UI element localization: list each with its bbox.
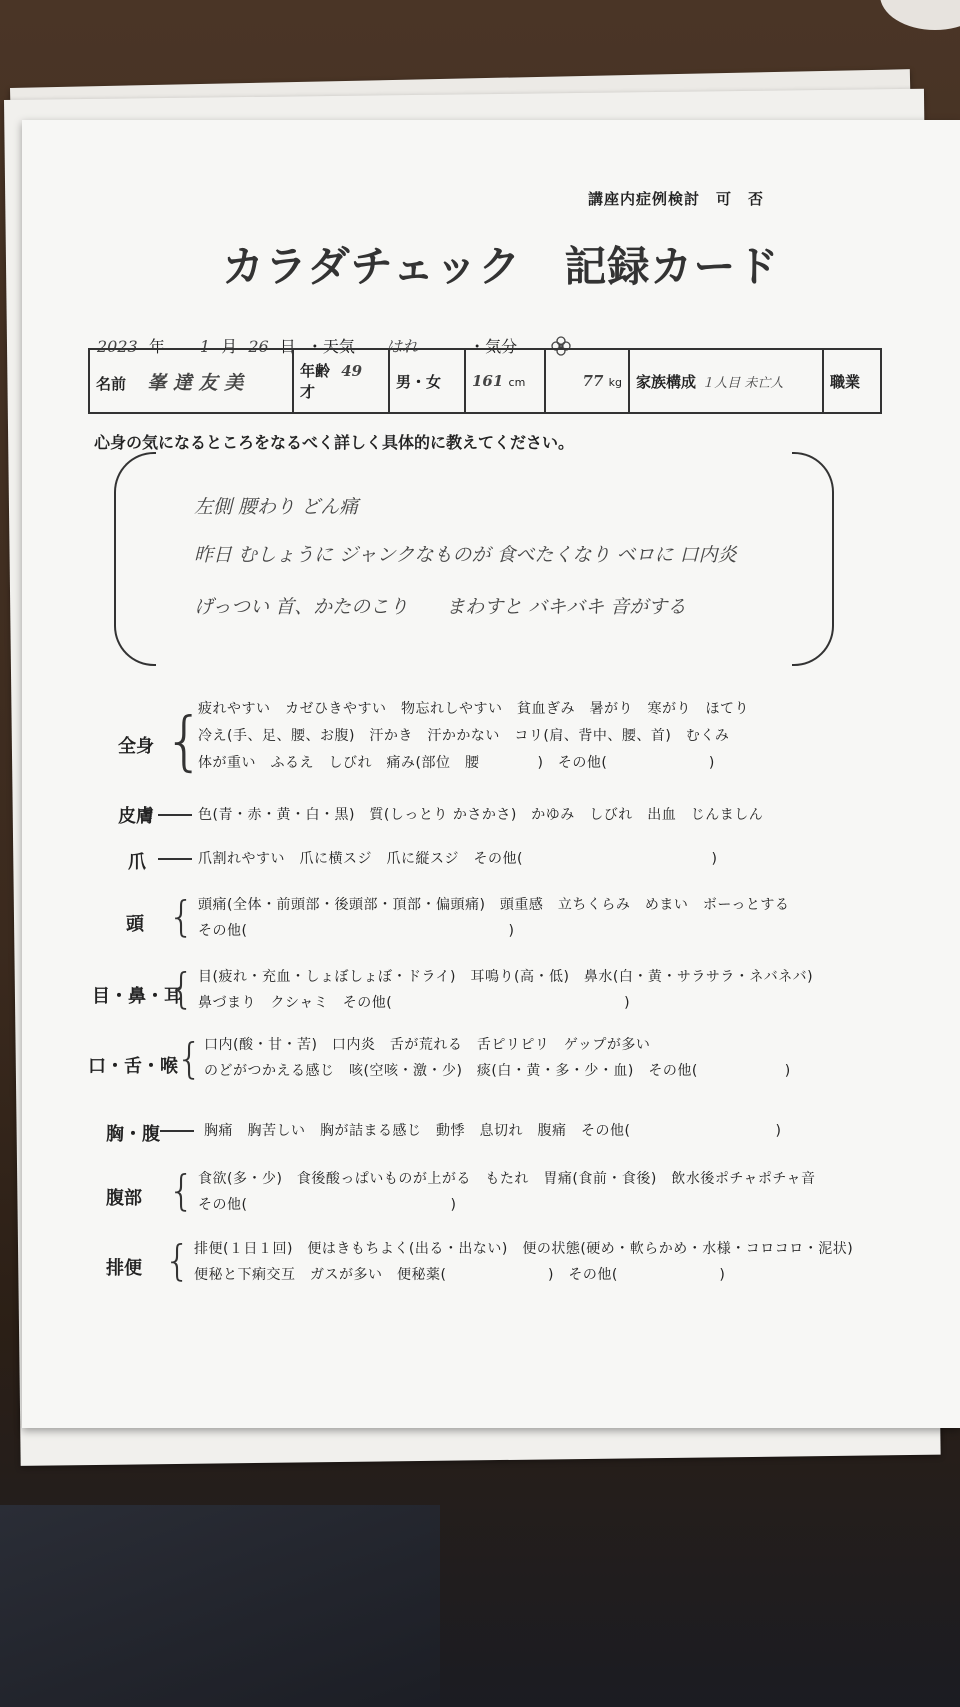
head-line-1: 頭痛(全体・前頭部・後頭部・頂部・偏頭痛) 頭重感 立ちくらみ めまい ボーっとする <box>198 897 790 913</box>
brace-bowel: { <box>164 1236 191 1285</box>
note-line-3: げっつい 首、かたのこり まわすと バキバキ 音がする <box>194 596 687 618</box>
name-value: 峯 達 友 美 <box>147 371 244 394</box>
category-whole-body: 全身 <box>118 736 154 757</box>
whole-body-line-3: 体が重い ふるえ しびれ 痛み(部位 腰 ) その他( ) <box>198 755 715 771</box>
weight-unit: kg <box>608 376 622 389</box>
note-line-1: 左側 腰わり どん痛 <box>194 496 359 518</box>
record-card <box>22 120 960 1428</box>
connector-nail <box>154 848 196 867</box>
abdomen-line-2: その他( ) <box>198 1197 457 1213</box>
age-label: 年齢 <box>300 362 331 380</box>
note-line-2: 昨日 むしょうに ジャンクなものが 食べたくなり ベロに 口内炎 <box>194 544 737 566</box>
connector-chest <box>156 1120 198 1139</box>
brace-mouth-throat: { <box>176 1034 203 1083</box>
mouth-line-1: 口内(酸・甘・苦) 口内炎 舌が荒れる 舌ピリピリ ゲップが多い <box>204 1037 651 1053</box>
brace-eye-nose-ear: { <box>168 964 195 1013</box>
weather-label: ・天気 <box>306 337 355 356</box>
mouth-line-2: のどがつかえる感じ 咳(空咳・激・少) 痰(白・黄・多・少・血) その他( ) <box>204 1063 791 1079</box>
name-cell <box>89 349 293 413</box>
left-bracket <box>114 452 156 666</box>
category-abdomen: 腹部 <box>106 1188 142 1209</box>
family-cell <box>629 349 823 413</box>
age-value: 49 <box>341 362 363 380</box>
head-line-2: その他( ) <box>198 923 515 939</box>
weather-value: はれ <box>385 337 418 356</box>
category-chest: 胸・腹 <box>106 1124 160 1145</box>
skin-line-1: 色(青・赤・黄・白・黒) 質(しっとり かさかさ) かゆみ しびれ 出血 じんましん <box>198 807 764 823</box>
family-value: １人目 未亡人 <box>701 375 784 391</box>
job-label: 職業 <box>830 372 861 391</box>
whole-body-line-2: 冷え(手、足、腰、お腹) 汗かき 汗かかない コリ(肩、背中、腰、首) むくみ <box>198 728 730 744</box>
patient-info-table <box>88 348 882 414</box>
height-value: 161 <box>472 372 504 390</box>
connector-skin <box>154 804 196 823</box>
category-skin: 皮膚 <box>118 806 154 827</box>
height-unit: cm <box>508 376 526 389</box>
category-nail: 爪 <box>128 852 146 873</box>
right-bracket <box>792 452 834 666</box>
category-bowel: 排便 <box>106 1258 142 1279</box>
category-mouth-throat: 口・舌・喉 <box>88 1056 178 1077</box>
nail-line-1: 爪割れやすい 爪に横スジ 爪に縦スジ その他( ) <box>198 851 718 867</box>
sex-value: 男・女 <box>396 372 442 391</box>
day-value: 26 <box>248 337 269 356</box>
bowel-line-1: 排便(１日１回) 便はきもちよく(出る・出ない) 便の状態(硬め・軟らかめ・水様・コロコロ・泥状) <box>194 1241 854 1257</box>
eye-line-2: 鼻づまり クシャミ その他( ) <box>198 995 631 1011</box>
month-label: 月 <box>221 337 238 356</box>
abdomen-line-1: 食欲(多・少) 食後酸っぱいものが上がる もたれ 胃痛(食前・食後) 飲水後ポチャポチャ音 <box>198 1171 816 1187</box>
family-label: 家族構成 <box>636 372 697 391</box>
free-text-area <box>114 452 834 670</box>
brace-whole-body: { <box>164 705 205 779</box>
category-head: 頭 <box>126 914 144 935</box>
day-label: 日 <box>279 337 296 356</box>
year-value: 2023 <box>97 337 138 356</box>
job-cell <box>823 349 881 413</box>
weight-cell <box>545 349 629 413</box>
brace-abdomen: { <box>168 1166 195 1215</box>
month-value: 1 <box>199 337 211 356</box>
mood-label: ・気分 <box>469 337 518 356</box>
eye-line-1: 目(疲れ・充血・しょぼしょぼ・ドライ) 耳鳴り(高・低) 鼻水(白・黄・サラサラ・ネバネバ) <box>198 969 814 985</box>
bowel-line-2: 便秘と下痢交互 ガスが多い 便秘薬( ) その他( ) <box>194 1267 726 1283</box>
instruction-text: 心身の気になるところをなるべく詳しく具体的に教えてください。 <box>94 433 575 452</box>
category-eye-nose-ear: 目・鼻・耳 <box>92 986 182 1007</box>
brace-head: { <box>168 892 195 941</box>
dark-cloth <box>0 1505 440 1707</box>
weight-value: 77 <box>582 372 604 390</box>
name-label: 名前 <box>96 374 127 393</box>
year-label: 年 <box>148 337 165 356</box>
chest-line-1: 胸痛 胸苦しい 胸が詰まる感じ 動悸 息切れ 腹痛 その他( ) <box>204 1123 782 1139</box>
height-cell <box>465 349 545 413</box>
whole-body-line-1: 疲れやすい カゼひきやすい 物忘れしやすい 貧血ぎみ 暑がり 寒がり ほてり <box>198 701 749 717</box>
card-title: カラダチェック 記録カード <box>222 242 780 291</box>
review-label: 講座内症例検討 可 否 <box>588 190 765 208</box>
sex-cell <box>389 349 465 413</box>
age-cell <box>293 349 389 413</box>
age-unit: 才 <box>300 383 316 401</box>
